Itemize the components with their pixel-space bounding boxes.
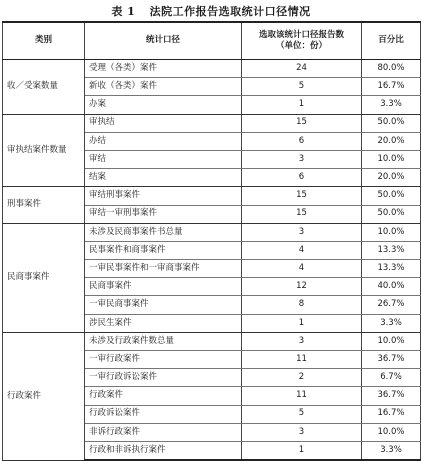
item-cell: 办案 (85, 96, 242, 114)
count-cell: 3 (242, 423, 362, 441)
item-cell: 行政案件 (85, 387, 242, 405)
percent-cell: 50.0% (362, 187, 421, 205)
count-cell: 11 (242, 387, 362, 405)
header-item: 统计口径 (85, 22, 242, 60)
header-count-line2: （单位：份） (275, 41, 327, 51)
count-cell: 12 (242, 278, 362, 296)
item-cell: 新收（各类）案件 (85, 78, 242, 96)
percent-cell: 36.7% (362, 387, 421, 405)
percent-cell: 26.7% (362, 296, 421, 314)
table-row (3, 60, 421, 78)
category-cell: 收／受案数量 (3, 60, 85, 115)
table-caption (0, 3, 422, 19)
count-cell: 3 (242, 150, 362, 168)
item-cell: 未涉及行政案件数总量 (85, 332, 242, 350)
item-cell: 民事案件和商事案件 (85, 241, 242, 259)
item-cell: 一审民事案件和一审商事案件 (85, 260, 242, 278)
percent-cell: 3.3% (362, 441, 421, 460)
count-cell: 8 (242, 296, 362, 314)
count-cell: 2 (242, 369, 362, 387)
count-cell: 3 (242, 223, 362, 241)
percent-cell: 40.0% (362, 278, 421, 296)
percent-cell: 13.3% (362, 241, 421, 259)
item-cell: 审结 (85, 150, 242, 168)
percent-cell: 10.0% (362, 150, 421, 168)
item-cell: 受理（各类）案件 (85, 60, 242, 78)
count-cell: 6 (242, 132, 362, 150)
count-cell: 6 (242, 169, 362, 187)
count-cell: 4 (242, 260, 362, 278)
count-cell: 15 (242, 205, 362, 223)
count-cell: 11 (242, 351, 362, 369)
percent-cell: 50.0% (362, 114, 421, 132)
table-row (3, 114, 421, 132)
table-title: 法院工作报告选取统计口径情况 (149, 5, 311, 18)
count-cell: 1 (242, 441, 362, 460)
item-cell: 未涉及民商事案件书总量 (85, 223, 242, 241)
item-cell: 审结刑事案件 (85, 187, 242, 205)
percent-cell: 6.7% (362, 369, 421, 387)
table-header-row (3, 22, 421, 60)
statistics-table (2, 21, 421, 461)
item-cell: 一审行政诉讼案件 (85, 369, 242, 387)
category-cell: 审执结案件数量 (3, 114, 85, 187)
item-cell: 办结 (85, 132, 242, 150)
percent-cell: 16.7% (362, 78, 421, 96)
category-cell: 刑事案件 (3, 187, 85, 223)
item-cell: 行政诉讼案件 (85, 405, 242, 423)
item-cell: 一审行政案件 (85, 351, 242, 369)
header-count-line1: 选取该统计口径报告数 (258, 29, 344, 40)
item-cell: 行政和非诉执行案件 (85, 441, 242, 460)
item-cell: 民商事案件 (85, 278, 242, 296)
item-cell: 结案 (85, 169, 242, 187)
percent-cell: 10.0% (362, 332, 421, 350)
count-cell: 1 (242, 96, 362, 114)
item-cell: 一审民商事案件 (85, 296, 242, 314)
count-cell: 1 (242, 314, 362, 332)
header-percent: 百分比 (362, 22, 421, 60)
statistics-table-wrapper (2, 21, 420, 461)
count-cell: 5 (242, 78, 362, 96)
header-count (242, 22, 362, 60)
count-cell: 15 (242, 187, 362, 205)
count-cell: 15 (242, 114, 362, 132)
item-cell: 涉民生案件 (85, 314, 242, 332)
header-category: 类别 (3, 22, 85, 60)
count-cell: 4 (242, 241, 362, 259)
table-body (3, 60, 421, 461)
percent-cell: 80.0% (362, 60, 421, 78)
percent-cell: 10.0% (362, 423, 421, 441)
count-cell: 3 (242, 332, 362, 350)
percent-cell: 50.0% (362, 205, 421, 223)
item-cell: 审结一审刑事案件 (85, 205, 242, 223)
count-cell: 5 (242, 405, 362, 423)
table-row (3, 332, 421, 350)
percent-cell: 3.3% (362, 314, 421, 332)
item-cell: 非诉行政案件 (85, 423, 242, 441)
table-number: 表 1 (111, 5, 136, 18)
percent-cell: 20.0% (362, 132, 421, 150)
category-cell: 行政案件 (3, 332, 85, 460)
item-cell: 审执结 (85, 114, 242, 132)
count-cell: 24 (242, 60, 362, 78)
percent-cell: 10.0% (362, 223, 421, 241)
table-row (3, 187, 421, 205)
percent-cell: 20.0% (362, 169, 421, 187)
category-cell: 民商事案件 (3, 223, 85, 332)
percent-cell: 16.7% (362, 405, 421, 423)
percent-cell: 13.3% (362, 260, 421, 278)
percent-cell: 3.3% (362, 96, 421, 114)
table-row (3, 223, 421, 241)
percent-cell: 36.7% (362, 351, 421, 369)
